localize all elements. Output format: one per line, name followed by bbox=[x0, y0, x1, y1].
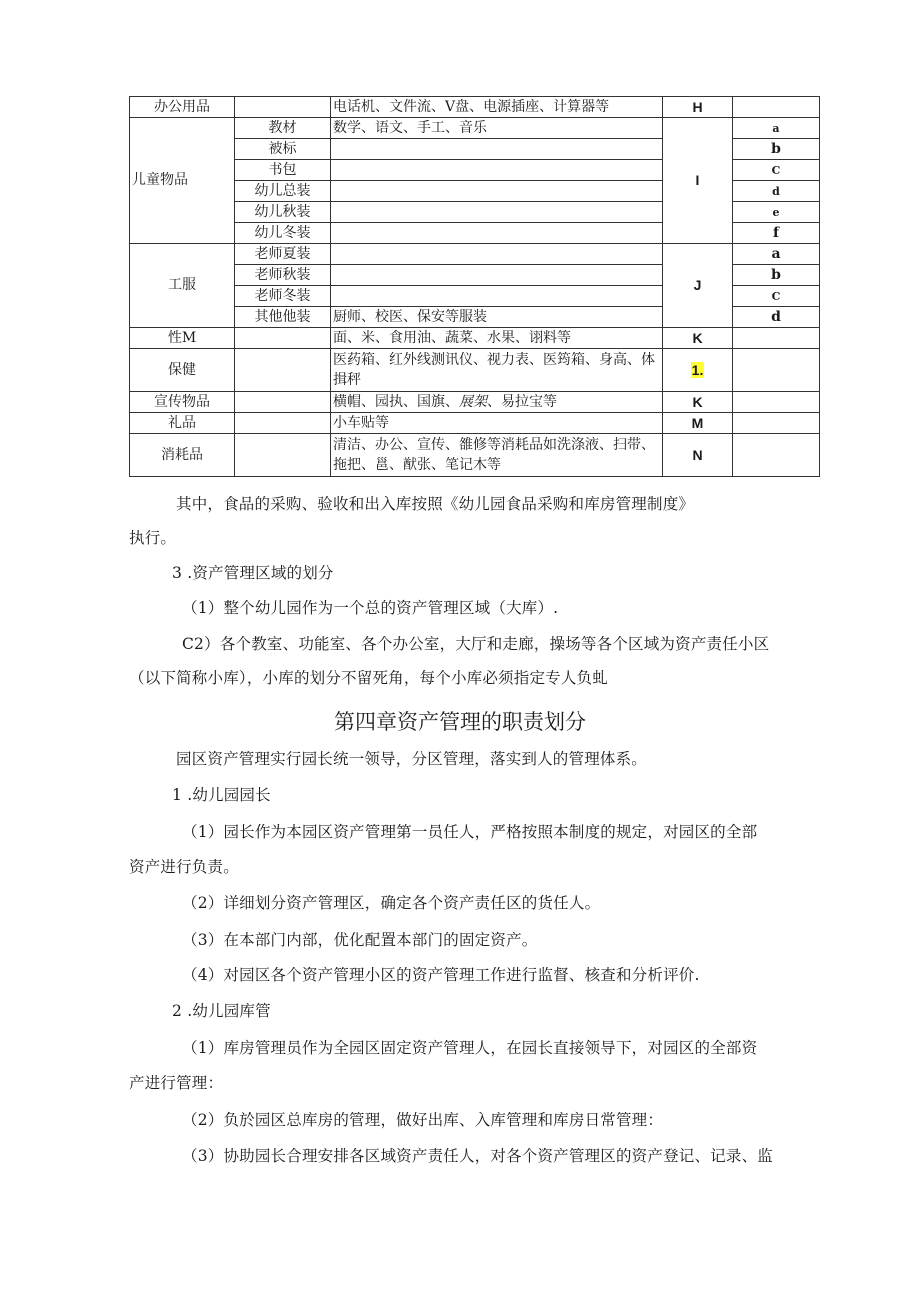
subcategory-cell: 教材 bbox=[235, 118, 331, 139]
description-text: 横帽、园执、国旗、 bbox=[333, 393, 459, 410]
letter-cell bbox=[733, 97, 820, 118]
table-row bbox=[130, 392, 820, 413]
description-cell: 小车贴等 bbox=[331, 413, 663, 434]
code-cell: J bbox=[663, 244, 733, 328]
letter-cell: b bbox=[733, 139, 820, 160]
paragraph-continuation: 产进行管理： bbox=[129, 1074, 224, 1092]
category-cell: 性M bbox=[130, 328, 235, 349]
description-cell bbox=[331, 139, 663, 160]
highlighted-code: 1. bbox=[691, 361, 704, 378]
asset-category-table bbox=[129, 96, 820, 477]
code-cell bbox=[663, 349, 733, 392]
letter-cell: e bbox=[733, 202, 820, 223]
paragraph: （2）详细划分资产管理区，确定各个资产责任区的货任人。 bbox=[182, 894, 601, 912]
paragraph: （1）整个幼儿园作为一个总的资产管理区域（大库）. bbox=[182, 599, 559, 617]
code-cell: K bbox=[663, 392, 733, 413]
code-cell: K bbox=[663, 328, 733, 349]
category-cell: 儿童物品 bbox=[130, 118, 235, 244]
table-row bbox=[130, 244, 820, 265]
category-cell: 工服 bbox=[130, 244, 235, 328]
subcategory-cell bbox=[235, 349, 331, 392]
subcategory-cell: 幼儿冬装 bbox=[235, 223, 331, 244]
description-cell bbox=[331, 181, 663, 202]
section-heading: 1 .幼儿园园长 bbox=[172, 786, 271, 804]
paragraph: （1）库房管理员作为全园区固定资产管理人，在园长直接领导下，对园区的全部资 bbox=[182, 1039, 758, 1057]
description-cell bbox=[331, 244, 663, 265]
table-row bbox=[130, 97, 820, 118]
letter-cell: d bbox=[733, 307, 820, 328]
table-row bbox=[130, 349, 820, 392]
paragraph: （4）对园区各个资产管理小区的资产管理工作进行监督、核查和分析评价. bbox=[182, 966, 700, 984]
category-cell: 办公用品 bbox=[130, 97, 235, 118]
table-row bbox=[130, 434, 820, 477]
subcategory-cell: 幼儿总装 bbox=[235, 181, 331, 202]
subcategory-cell: 老师冬装 bbox=[235, 286, 331, 307]
description-cell bbox=[331, 286, 663, 307]
description-cell: 电话机、文件流、V盘、电源插座、计算器等 bbox=[331, 97, 663, 118]
table-row bbox=[130, 413, 820, 434]
letter-cell bbox=[733, 349, 820, 392]
paragraph-continuation: （以下简称小库），小库的划分不留死角，每个小库必须指定专人负虬 bbox=[129, 669, 608, 687]
subcategory-cell bbox=[235, 434, 331, 477]
description-cell: 清洁、办公、宣传、雒修等消耗品如洗涤液、扫带、拖把、邕、猷张、笔记木等 bbox=[331, 434, 663, 477]
description-cell bbox=[331, 160, 663, 181]
subcategory-cell: 老师秋装 bbox=[235, 265, 331, 286]
paragraph: （2）负於园区总库房的管理，做好出库、入库管理和库房日常管理： bbox=[182, 1111, 664, 1129]
code-cell: N bbox=[663, 434, 733, 477]
code-cell: H bbox=[663, 97, 733, 118]
description-cell: 面、米、食用油、蔬菜、水果、诩料等 bbox=[331, 328, 663, 349]
paragraph: （1）园长作为本园区资产管理第一员任人，严格按照本制度的规定，对园区的全部 bbox=[182, 823, 758, 841]
description-italic: 展架 bbox=[459, 393, 487, 410]
paragraph-continuation: 资产进行负责。 bbox=[129, 858, 239, 876]
subcategory-cell: 幼儿秋装 bbox=[235, 202, 331, 223]
paragraph-continuation: 执行。 bbox=[129, 529, 177, 547]
paragraph: （3）协助园长合理安排各区域资产责任人，对各个资产管理区的资产登记、记录、监 bbox=[182, 1147, 773, 1165]
description-cell: 数学、语文、手工、音乐 bbox=[331, 118, 663, 139]
letter-cell bbox=[733, 392, 820, 413]
paragraph: C2）各个教室、功能室、各个办公室，大厅和走廊，操场等各个区域为资产责任小区 bbox=[182, 635, 770, 653]
subcategory-cell: 其他他装 bbox=[235, 307, 331, 328]
table-row bbox=[130, 328, 820, 349]
paragraph: 其中，食品的采购、验收和出入库按照《幼儿园食品采购和库房管理制度》 bbox=[176, 495, 695, 513]
description-cell bbox=[331, 223, 663, 244]
category-cell: 消耗品 bbox=[130, 434, 235, 477]
description-cell bbox=[331, 392, 663, 413]
letter-cell: b bbox=[733, 265, 820, 286]
letter-cell: d bbox=[733, 181, 820, 202]
description-cell bbox=[331, 265, 663, 286]
letter-cell: C bbox=[733, 286, 820, 307]
subcategory-cell: 被标 bbox=[235, 139, 331, 160]
section-heading: 2 .幼儿园库管 bbox=[172, 1002, 271, 1020]
subcategory-cell bbox=[235, 413, 331, 434]
subcategory-cell bbox=[235, 328, 331, 349]
letter-cell: f bbox=[733, 223, 820, 244]
section-heading: 3 .资产管理区域的划分 bbox=[172, 564, 334, 582]
letter-cell bbox=[733, 434, 820, 477]
description-cell: 医药箱、红外线测讯仪、视力表、医筠箱、身高、体揖秤 bbox=[331, 349, 663, 392]
category-cell: 礼品 bbox=[130, 413, 235, 434]
letter-cell bbox=[733, 328, 820, 349]
subcategory-cell bbox=[235, 392, 331, 413]
subcategory-cell: 书包 bbox=[235, 160, 331, 181]
description-cell bbox=[331, 202, 663, 223]
letter-cell bbox=[733, 413, 820, 434]
category-cell: 保健 bbox=[130, 349, 235, 392]
paragraph: （3）在本部门内部，优化配置本部门的固定资产。 bbox=[182, 931, 538, 949]
code-cell: M bbox=[663, 413, 733, 434]
category-cell: 宣传物品 bbox=[130, 392, 235, 413]
letter-cell: a bbox=[733, 244, 820, 265]
code-cell: I bbox=[663, 118, 733, 244]
description-cell: 厨师、校医、保安等服装 bbox=[331, 307, 663, 328]
paragraph: 园区资产管理实行园长统一领导，分区管理，落实到人的管理体系。 bbox=[176, 750, 648, 768]
table-row bbox=[130, 118, 820, 139]
description-text: 、易拉宝等 bbox=[487, 393, 557, 410]
subcategory-cell: 老师夏装 bbox=[235, 244, 331, 265]
chapter-title: 第四章资产管理的职责划分 bbox=[334, 710, 586, 734]
subcategory-cell bbox=[235, 97, 331, 118]
letter-cell: a bbox=[733, 118, 820, 139]
letter-cell: C bbox=[733, 160, 820, 181]
